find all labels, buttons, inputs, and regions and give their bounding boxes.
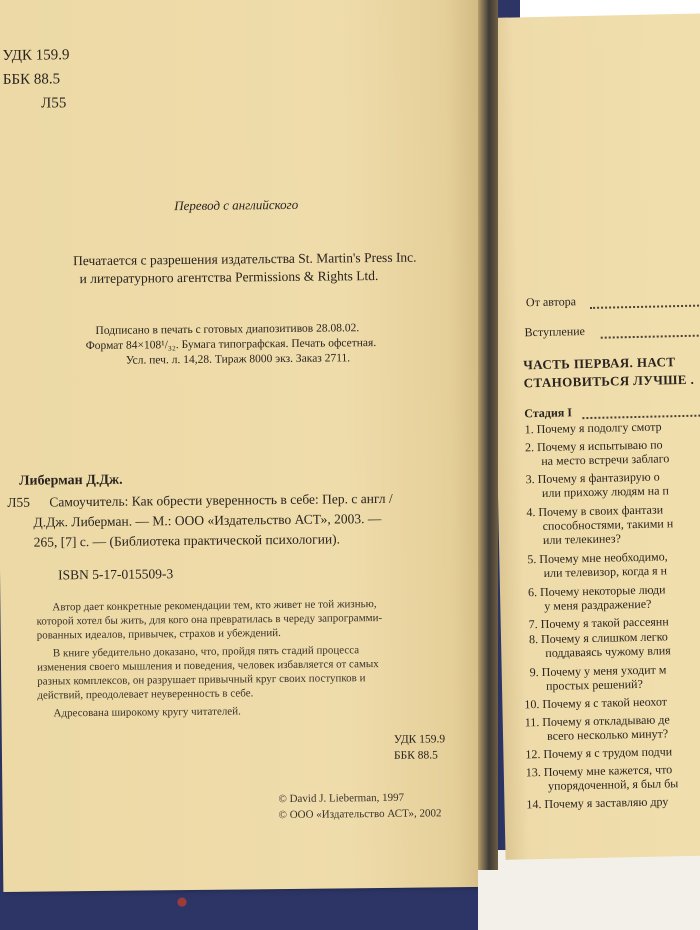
toc-item: 8. Почему я слишком легко — [528, 629, 668, 647]
isbn: ISBN 5-17-015509-3 — [57, 566, 174, 583]
author-sign: Л55 — [41, 95, 67, 112]
toc-leader — [590, 304, 700, 309]
print-info-line-2: Формат 84×108¹/₃₂. Бумага типографская. Печать офсетная. — [85, 337, 377, 353]
toc-foreword: От автора — [525, 294, 577, 310]
catalog-line-1: Самоучитель: Как обрести уверенность в себе: Пер. с англ / — [49, 490, 393, 510]
toc-item: способностями, такими н — [542, 516, 674, 533]
annotation-line-7: действий, преодолевает неуверенность в себе. — [37, 687, 254, 702]
toc-leader — [601, 334, 700, 338]
annotation-line-1: Автор дает конкретные рекомендации тем, кто живет не той жизнью, — [52, 598, 377, 614]
annotation-line-5: изменения своего мышления и поведения, человек избавляется от самых — [36, 658, 379, 674]
toc-item: или прихожу людям на п — [541, 483, 670, 500]
toc-item: у меня раздражение? — [544, 596, 652, 613]
annotation-line-6: разных комплексов, он разрушает привычный круг своих поступков и — [37, 672, 366, 688]
toc-item: 6. Почему некоторые люди — [527, 582, 666, 600]
catalog-line-2: Д.Дж. Либерман. — М.: ООО «Издательство АСТ», 2003. — — [33, 510, 382, 530]
toc-item: 9. Почему у меня уходит м — [529, 662, 667, 680]
copyright-author: © David J. Lieberman, 1997 — [278, 791, 405, 806]
print-info-line-1: Подписано в печать с готовых диапозитивов 28.08.02. — [95, 322, 360, 337]
translation-note: Перевод с английского — [174, 196, 299, 214]
annotation-line-3: рованных идеалов, привычек, страхов и убеждений. — [36, 627, 281, 642]
print-info-line-3: Усл. печ. л. 14,28. Тираж 8000 экз. Заказ 2711. — [125, 352, 351, 367]
copyright-publisher: © ООО «Издательство АСТ», 2002 — [278, 807, 442, 822]
toc-item: или телевизор, когда я н — [543, 563, 668, 580]
permission-line-2: и литературного агентства Permissions & Rights Ltd. — [79, 267, 379, 287]
toc-leader — [582, 414, 700, 419]
toc-item: 7. Почему я такой рассеянн — [528, 614, 669, 632]
udk-code: УДК 159.9 — [2, 47, 70, 64]
toc-item: упорядоченной, я был бы — [547, 776, 679, 793]
footer-bbk: ББК 88.5 — [393, 749, 438, 762]
catalog-code: Л55 — [7, 494, 31, 510]
toc-item: 5. Почему мне необходимо, — [527, 549, 668, 567]
toc-item: 3. Почему я фантазирую о — [525, 469, 660, 487]
toc-introduction: Вступление — [524, 324, 586, 340]
part-title-line-2: СТАНОВИТЬСЯ ЛУЧШЕ . — [523, 371, 695, 391]
toc-item: простых решений? — [545, 676, 643, 693]
bbk-code: ББК 88.5 — [2, 71, 61, 88]
toc-item: поддаваясь чужому влия — [545, 643, 671, 660]
toc-item: 14. Почему я заставляю дру — [526, 794, 669, 812]
annotation-line-8: Адресована широкому кругу читателей. — [53, 705, 241, 720]
right-page — [488, 13, 700, 860]
annotation-line-4: В книге убедительно доказано, что, пройдя пять стадий процесса — [52, 644, 360, 660]
toc-item: 13. Почему мне кажется, что — [525, 762, 673, 780]
author-heading: Либерман Д.Дж. — [19, 472, 123, 489]
toc-item: 1. Почему я подолгу смотр — [524, 419, 662, 437]
toc-item: 10. Почему я с такой неохот — [524, 694, 668, 712]
toc-item: 11. Почему я откладываю де — [524, 712, 670, 730]
toc-item: всего несколько минут? — [546, 726, 669, 743]
book-gutter — [478, 0, 498, 870]
toc-item: на место встречи заблаго — [541, 451, 670, 468]
stage-heading: Стадия I — [524, 405, 573, 421]
footer-udk: УДК 159.9 — [393, 733, 446, 746]
toc-item: 4. Почему в своих фантази — [526, 502, 664, 520]
toc-item: 2. Почему я испытываю по — [524, 437, 663, 455]
page-edge-background — [478, 850, 700, 930]
toc-item: 12. Почему я с трудом подчи — [525, 744, 673, 762]
annotation-line-2: которой хотел бы жить, для кого она превратилась в череду запрограмми- — [36, 611, 383, 628]
permission-line-1: Печатается с разрешения издательства St. Martin's Press Inc. — [72, 249, 417, 269]
part-title-line-1: ЧАСТЬ ПЕРВАЯ. НАСТ — [523, 354, 676, 373]
catalog-line-3: 265, [7] с. — (Библиотека практической психологии). — [33, 531, 341, 550]
toc-item: или телекинез? — [542, 531, 622, 547]
